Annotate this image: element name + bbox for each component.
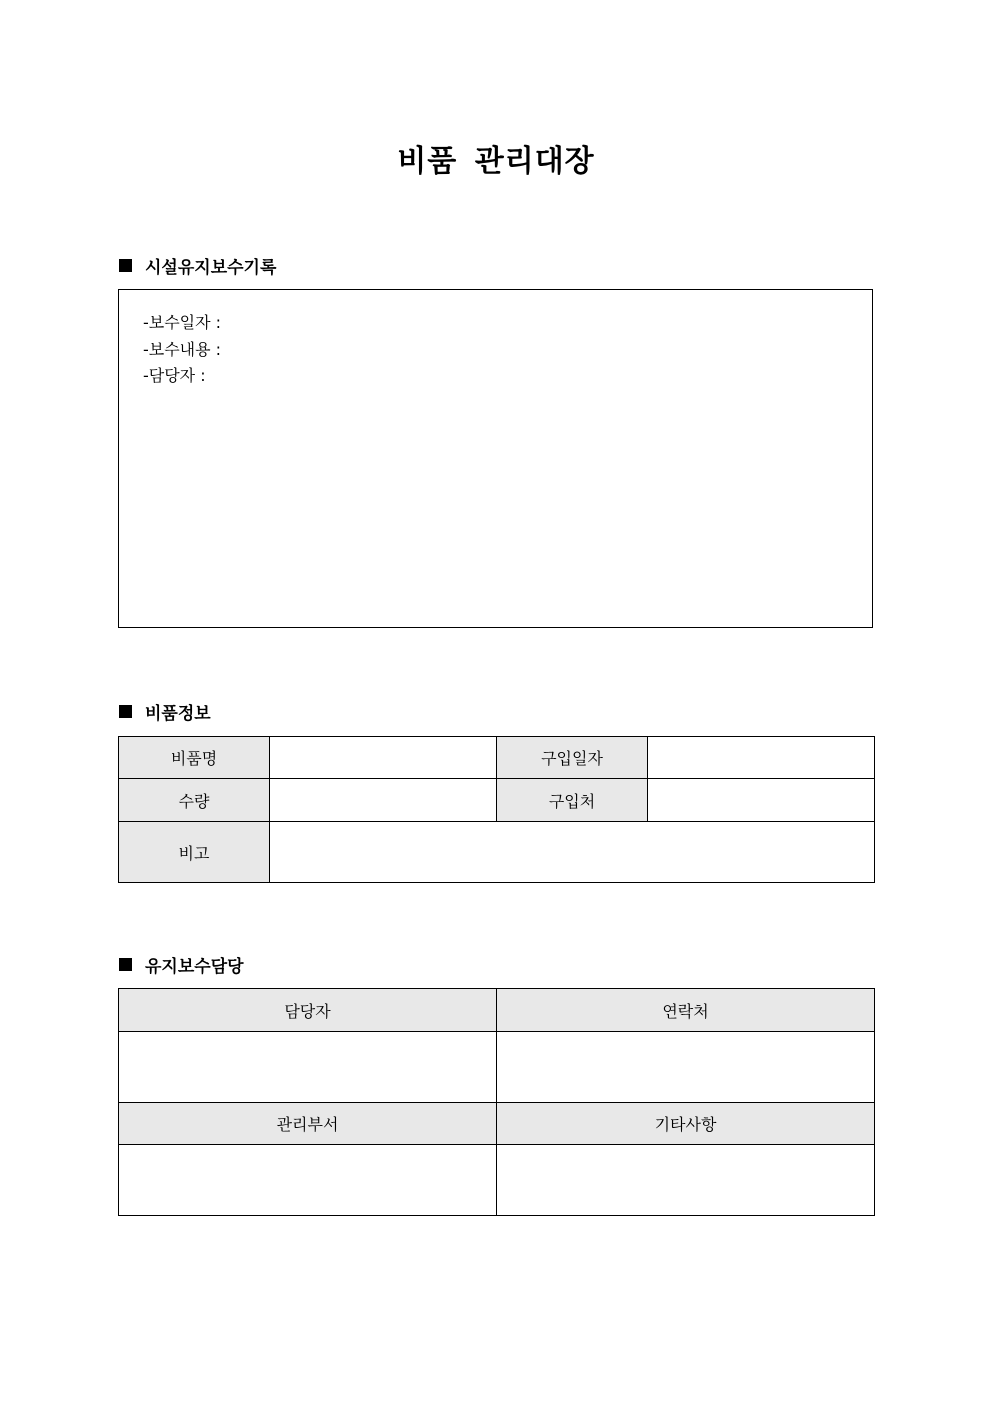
- person-field[interactable]: [119, 1032, 497, 1103]
- vendor-label: 구입처: [497, 779, 648, 822]
- maintenance-record-box[interactable]: [118, 289, 873, 628]
- document-title: 비품 관리대장: [397, 144, 595, 179]
- quantity-label: 수량: [119, 779, 270, 822]
- quantity-field[interactable]: [270, 779, 497, 822]
- notes-field[interactable]: [497, 1145, 875, 1216]
- section-heading-text: 유지보수담당: [145, 956, 244, 977]
- person-in-charge-line: -담당자 :: [143, 366, 206, 385]
- square-bullet-icon: [119, 958, 132, 971]
- square-bullet-icon: [119, 259, 132, 272]
- vendor-field[interactable]: [648, 779, 875, 822]
- section-heading-text: 비품정보: [145, 703, 211, 724]
- department-label: 관리부서: [119, 1103, 497, 1145]
- remarks-field[interactable]: [270, 822, 875, 883]
- purchase-date-label: 구입일자: [497, 737, 648, 779]
- department-field[interactable]: [119, 1145, 497, 1216]
- section-heading-maintenance-record: [119, 253, 276, 277]
- item-name-label: 비품명: [119, 737, 270, 779]
- section-heading-text: 시설유지보수기록: [145, 257, 277, 278]
- repair-content-line: -보수내용 :: [143, 339, 222, 359]
- purchase-date-field[interactable]: [648, 737, 875, 779]
- notes-label: 기타사항: [497, 1103, 875, 1145]
- maintenance-staff-table: [118, 988, 875, 1216]
- section-heading-item-info: [119, 699, 211, 723]
- contact-field[interactable]: [497, 1032, 875, 1103]
- section-heading-maintenance-staff: [119, 952, 244, 976]
- remarks-label: 비고: [119, 822, 270, 883]
- square-bullet-icon: [119, 705, 132, 718]
- contact-label: 연락처: [497, 989, 875, 1032]
- repair-date-line: -보수일자 :: [143, 313, 222, 332]
- item-info-table: [118, 736, 875, 883]
- person-label: 담당자: [119, 989, 497, 1032]
- item-name-field[interactable]: [270, 737, 497, 779]
